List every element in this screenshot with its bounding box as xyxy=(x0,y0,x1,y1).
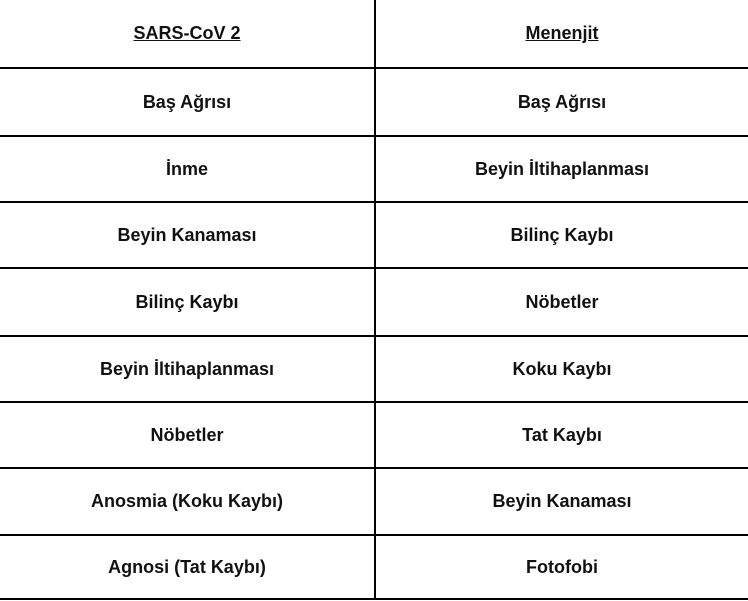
table-cell: Koku Kaybı xyxy=(375,336,748,402)
table-row xyxy=(0,468,748,535)
table-cell: Bilinç Kaybı xyxy=(0,268,375,336)
table-cell: Agnosi (Tat Kaybı) xyxy=(0,535,375,599)
table-row xyxy=(0,336,748,402)
table-header-row xyxy=(0,0,748,68)
column-header-sars-cov-2 xyxy=(0,0,375,68)
table-row xyxy=(0,535,748,599)
table-cell: Baş Ağrısı xyxy=(0,68,375,136)
table-cell: Beyin İltihaplanması xyxy=(0,336,375,402)
column-header-menenjit xyxy=(375,0,748,68)
table-cell: Beyin Kanaması xyxy=(375,468,748,535)
table-cell: Beyin Kanaması xyxy=(0,202,375,268)
table-cell: Fotofobi xyxy=(375,535,748,599)
table-cell: İnme xyxy=(0,136,375,202)
column-header-label: Menenjit xyxy=(525,23,599,43)
column-header-label: SARS-CoV 2 xyxy=(133,23,241,43)
table-cell: Nöbetler xyxy=(375,268,748,336)
table-cell: Nöbetler xyxy=(0,402,375,468)
table-row xyxy=(0,402,748,468)
table-cell: Baş Ağrısı xyxy=(375,68,748,136)
table-row xyxy=(0,202,748,268)
table-row xyxy=(0,268,748,336)
table-row xyxy=(0,136,748,202)
table-cell: Anosmia (Koku Kaybı) xyxy=(0,468,375,535)
table-cell: Beyin İltihaplanması xyxy=(375,136,748,202)
table-cell: Bilinç Kaybı xyxy=(375,202,748,268)
table-cell: Tat Kaybı xyxy=(375,402,748,468)
table-row xyxy=(0,68,748,136)
